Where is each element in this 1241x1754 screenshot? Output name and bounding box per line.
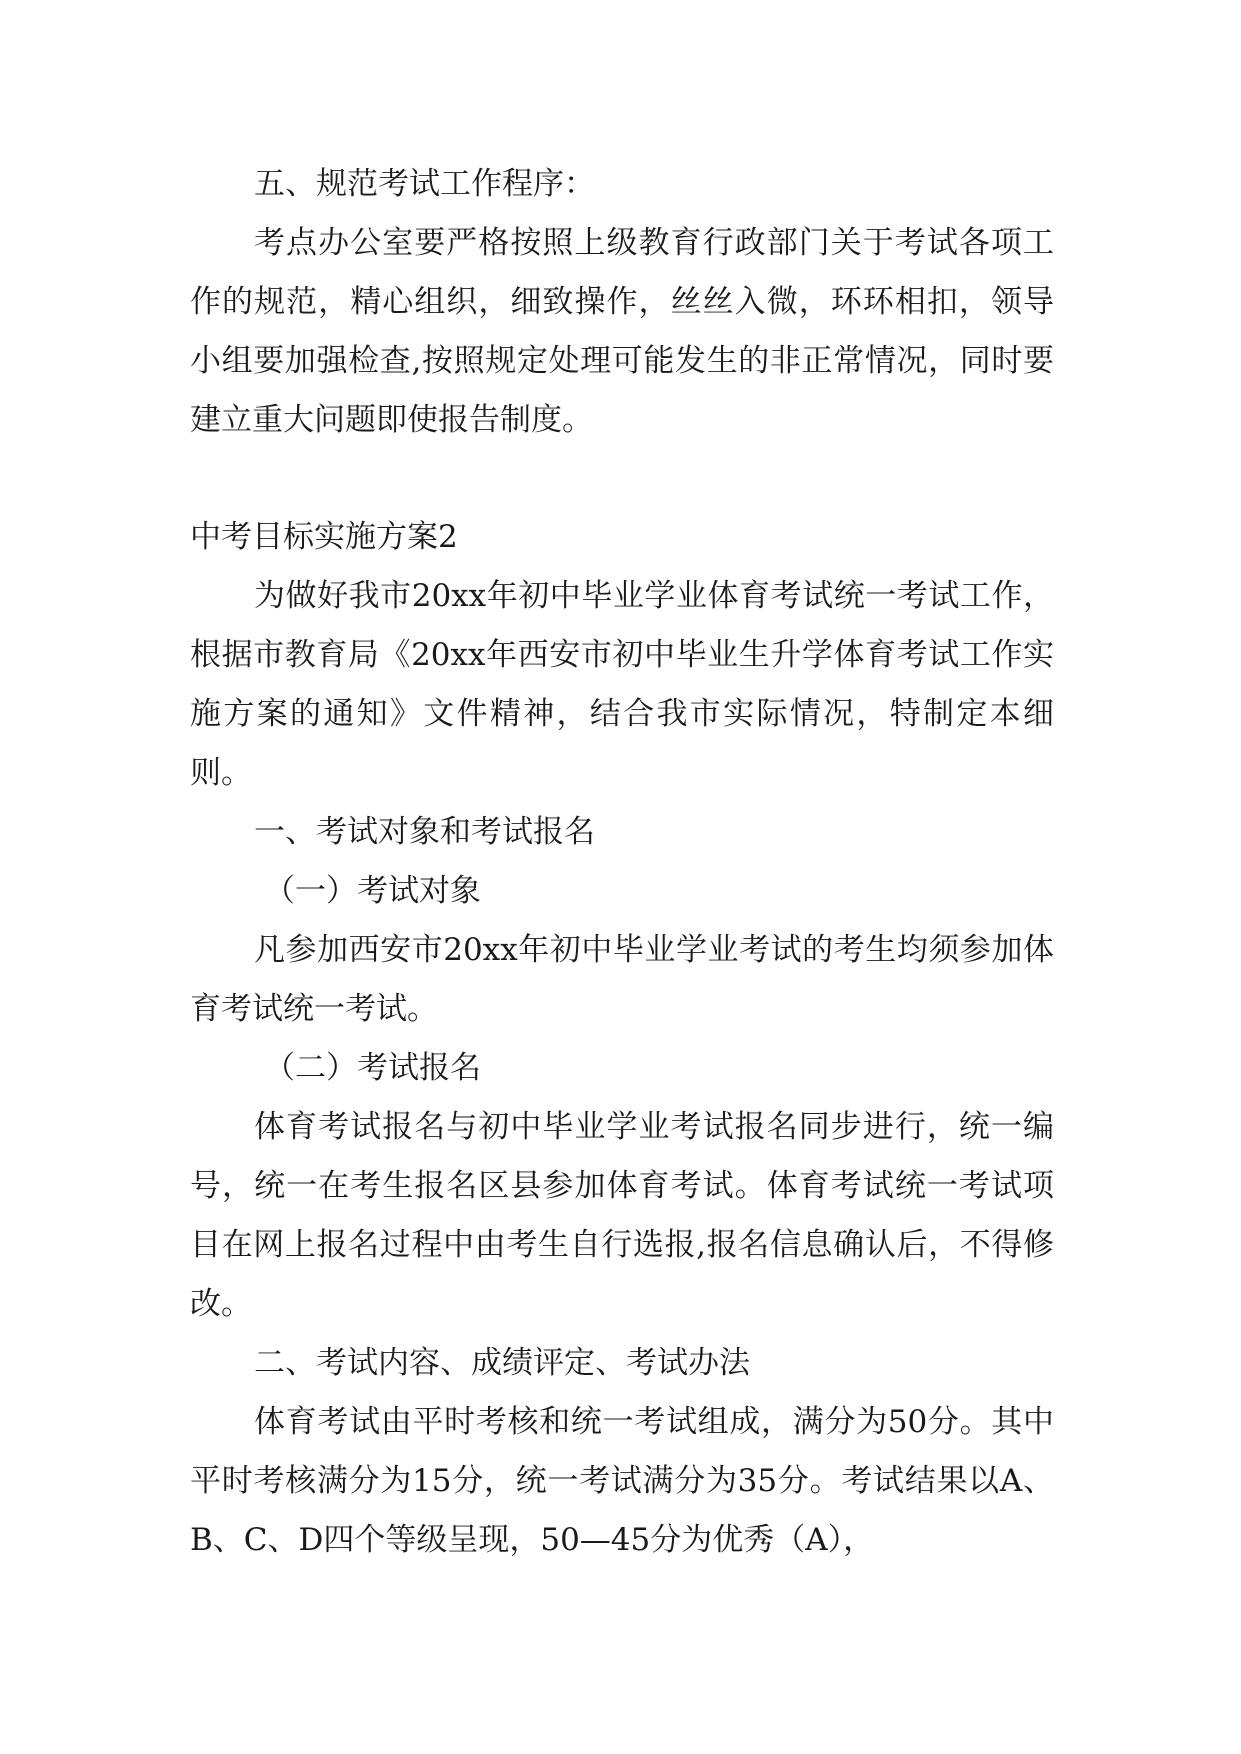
section-5-paragraph: 考点办公室要严格按照上级教育行政部门关于考试各项工作的规范，精心组织，细致操作，丝丝入微，环环相扣，领导小组要加强检查,按照规定处理可能发生的非正常情况，同时要建立重大问题即使报告制度。 (190, 225, 1054, 438)
subsection-1-2-paragraph: 体育考试报名与初中毕业学业考试报名同步进行，统一编号，统一在考生报名区县参加体育考试。体育考试统一考试项目在网上报名过程中由考生自行选报,报名信息确认后，不得修改。 (190, 1109, 1054, 1322)
document-title: 中考目标实施方案2 (190, 519, 458, 555)
section-heading-1: 一、考试对象和考试报名 (254, 814, 595, 850)
subsection-1-1-paragraph: 凡参加西安市20xx年初中毕业学业考试的考生均须参加体育考试统一考试。 (190, 932, 1054, 1027)
intro-paragraph: 为做好我市20xx年初中毕业学业体育考试统一考试工作，根据市教育局《20xx年西安市初中毕业生升学体育考试工作实施方案的通知》文件精神，结合我市实际情况，特制定本细则。 (190, 578, 1054, 791)
subsection-heading-1-2: （二）考试报名 (264, 1050, 481, 1086)
section-heading-5: 五、规范考试工作程序： (254, 166, 595, 202)
section-2-paragraph: 体育考试由平时考核和统一考试组成，满分为50分。其中平时考核满分为15分，统一考试满分为35分。考试结果以A、B、C、D四个等级呈现，50—45分为优秀（A）， (190, 1404, 1054, 1558)
subsection-heading-1-1: （一）考试对象 (264, 873, 481, 909)
section-heading-2: 二、考试内容、成绩评定、考试办法 (254, 1345, 750, 1381)
document-body (190, 155, 1054, 1570)
